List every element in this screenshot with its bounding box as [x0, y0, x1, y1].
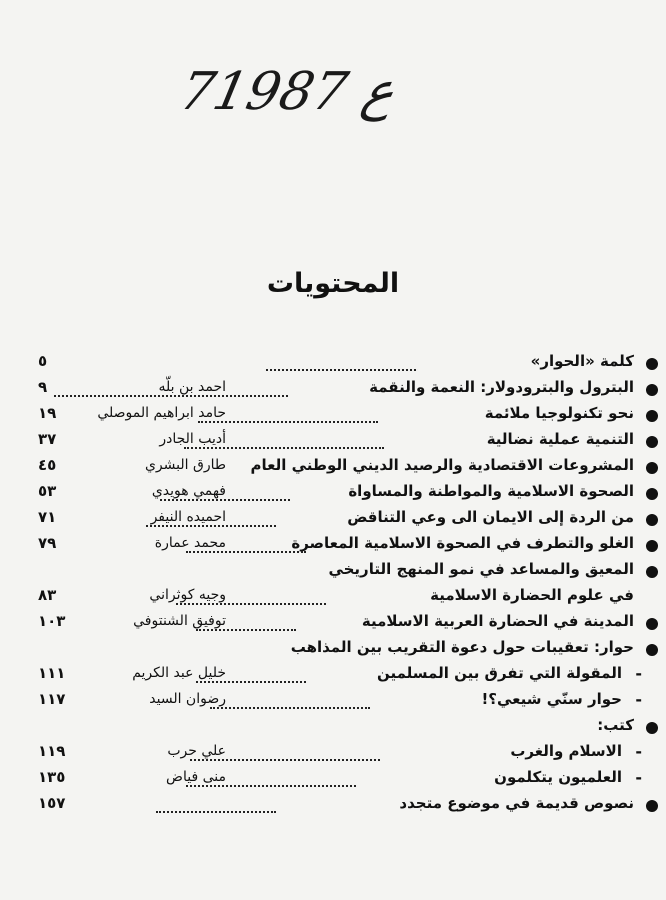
toc-entry-page-number: ٧٩: [38, 534, 57, 552]
toc-entry-title: التنمية عملية نضالية: [486, 430, 634, 448]
toc-entry-title: المشروعات الاقتصادية والرصيد الديني الوطني العام: [250, 456, 634, 474]
toc-entry-page-number: ٣٧: [38, 430, 57, 448]
bullet-icon: [646, 722, 658, 734]
toc-entry-page-number: ١١٧: [38, 690, 66, 708]
toc-entry-page-number: ٧١: [38, 508, 57, 526]
toc-entry-author: فهمي هويدي: [151, 483, 226, 499]
dot-leader: [266, 355, 416, 371]
toc-entry: [0, 352, 666, 378]
bullet-icon: [646, 462, 658, 474]
toc-entry-author: خليل عبد الكريم: [132, 665, 226, 681]
toc-entry-title: الاسلام والغرب: [510, 742, 622, 760]
toc-entry: [0, 430, 666, 456]
toc-entry-page-number: ١١١: [38, 664, 66, 682]
toc-entry-page-number: ١٩: [38, 404, 57, 422]
bullet-icon: [646, 644, 658, 656]
dash-icon: -: [635, 768, 642, 787]
dot-leader: [156, 797, 276, 813]
toc-entry-author: محمد عمارة: [154, 535, 226, 551]
toc-entry: [0, 456, 666, 482]
toc-entry-title: المعيق والمساعد في نمو المنهج التاريخي: [328, 560, 634, 578]
toc-entry: [0, 716, 666, 742]
toc-entry-title: في علوم الحضارة الاسلامية: [430, 586, 634, 604]
toc-entry-title: البترول والبترودولار: النعمة والنقمة: [369, 378, 634, 396]
toc-entry: [0, 508, 666, 534]
bullet-icon: [646, 436, 658, 448]
toc-entry-author: وجيه كوثراني: [149, 587, 226, 603]
toc-entry-page-number: ١٠٣: [38, 612, 66, 630]
bullet-icon: [646, 540, 658, 552]
toc-entry-page-number: ٨٣: [38, 586, 57, 604]
toc-entry-page-number: ٩: [38, 378, 48, 396]
toc-entry-title: حوار: تعقيبات حول دعوة التقريب بين المذاهب: [290, 638, 634, 656]
toc-entry-title: نحو تكنولوجيا ملائمة: [484, 404, 634, 422]
toc-entry-page-number: ٥٣: [38, 482, 57, 500]
toc-entry: [0, 612, 666, 638]
toc-entry-title: من الردة إلى الايمان الى وعي التناقض: [347, 508, 634, 526]
bullet-icon: [646, 514, 658, 526]
toc-entry-author: توفيق الشنتوفي: [133, 613, 226, 629]
toc-entry: [0, 378, 666, 404]
toc-entry: [0, 482, 666, 508]
toc-entry-title: كلمة «الحوار»: [530, 352, 634, 370]
toc-entry-author: طارق البشري: [144, 457, 226, 473]
bullet-icon: [646, 488, 658, 500]
toc-entry-author: علي حرب: [167, 743, 226, 759]
toc-entry-author: أديب الجادر: [159, 431, 226, 447]
dash-icon: -: [635, 742, 642, 761]
toc-entry-page-number: ١٥٧: [38, 794, 66, 812]
dash-icon: -: [635, 690, 642, 709]
toc-entry: [0, 586, 666, 612]
toc-entry-title: المدينة في الحضارة العربية الاسلامية: [361, 612, 634, 630]
toc-entry-title: الغلو والتطرف في الصحوة الاسلامية المعاصرة: [291, 534, 634, 552]
toc-entry-title: المقولة التي تفرق بين المسلمين: [376, 664, 622, 682]
toc-entry-title: الصحوة الاسلامية والمواطنة والمساواة: [348, 482, 634, 500]
toc-entry: [0, 768, 666, 794]
toc-entry-page-number: ١١٩: [38, 742, 66, 760]
toc-entry: [0, 404, 666, 430]
toc-entry: [0, 534, 666, 560]
toc-entry-title: نصوص قديمة في موضوع متجدد: [399, 794, 634, 812]
bullet-icon: [646, 410, 658, 422]
handwritten-annotation: 7ع 1987: [174, 62, 401, 122]
toc-entry-title: كتب:: [597, 716, 634, 734]
toc-entry: [0, 690, 666, 716]
dash-icon: -: [635, 664, 642, 683]
toc-entry-page-number: ٤٥: [38, 456, 57, 474]
toc-entry-author: منى فياض: [166, 769, 226, 785]
toc-entry-title: العلميون يتكلمون: [494, 768, 622, 786]
toc-entry-author: احميده النيفر: [150, 509, 226, 525]
toc-entry-page-number: ١٣٥: [38, 768, 66, 786]
page-title: المحتويات: [266, 268, 400, 299]
toc-entry: [0, 560, 666, 586]
toc-entry-title: حوار سنّي شيعي؟!: [481, 690, 622, 708]
toc-entry: [0, 664, 666, 690]
toc-entry: [0, 638, 666, 664]
bullet-icon: [646, 800, 658, 812]
toc-entry-author: رضوان السيد: [149, 691, 226, 707]
bullet-icon: [646, 618, 658, 630]
bullet-icon: [646, 384, 658, 396]
toc-entry: [0, 742, 666, 768]
toc-entry-author: حامد ابراهيم الموصلي: [97, 405, 226, 421]
toc-entry-author: احمد بن بلّه: [158, 379, 226, 395]
toc-entry: [0, 794, 666, 820]
bullet-icon: [646, 566, 658, 578]
bullet-icon: [646, 358, 658, 370]
dot-leader: [210, 693, 370, 709]
toc-entry-page-number: ٥: [38, 352, 48, 370]
